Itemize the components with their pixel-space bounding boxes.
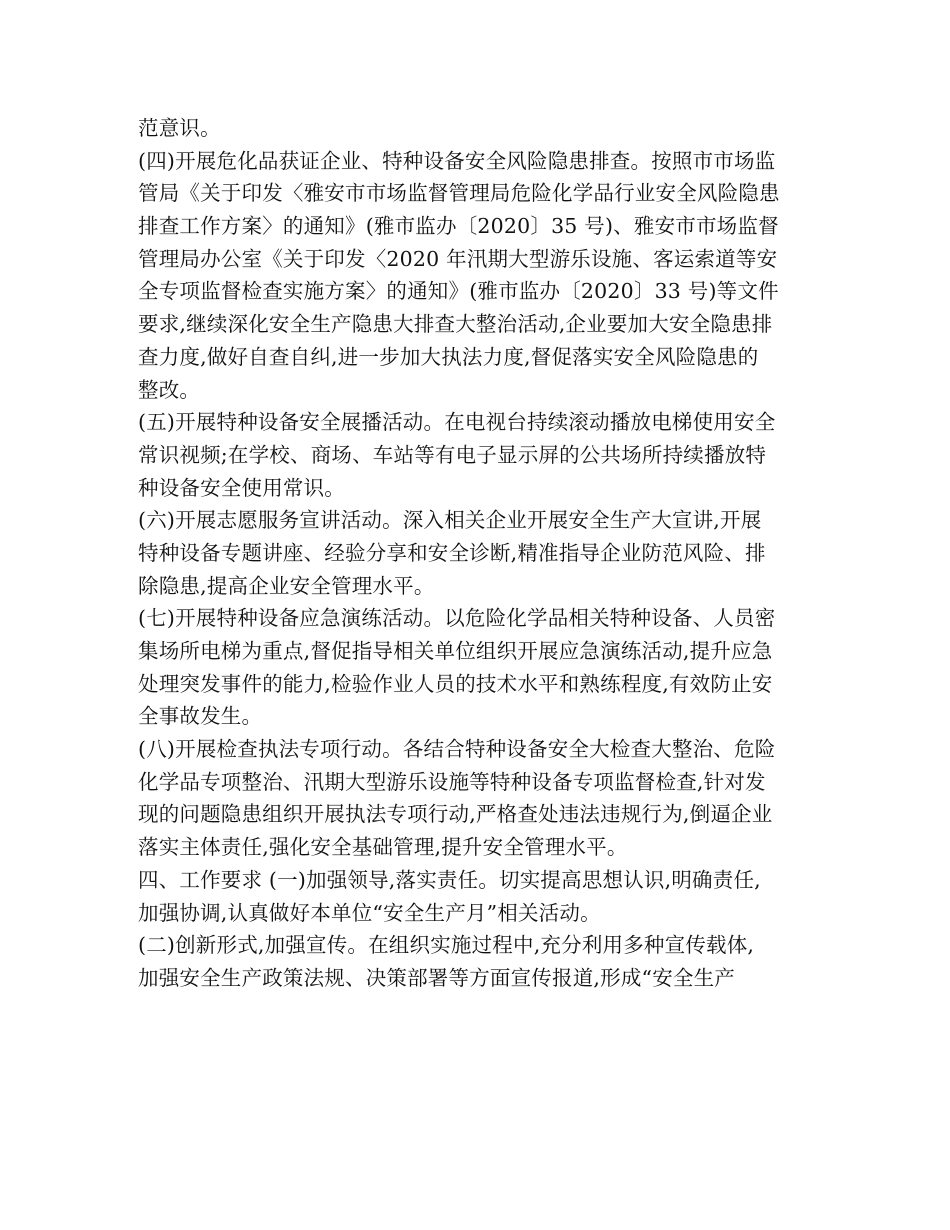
text-line: 落实主体责任,强化安全基础管理,提升安全管理水平。 — [138, 835, 628, 860]
text-line: 现的问题隐患组织开展执法专项行动,严格查处违法违规行为,倒逼企业 — [138, 802, 773, 827]
text-line: (二)创新形式,加强宣传。在组织实施过程中,充分利用多种宣传载体, — [138, 933, 755, 958]
document-body — [138, 112, 818, 995]
text-line: 查力度,做好自查自纠,进一步加大执法力度,督促落实安全风险隐患的 — [138, 344, 759, 369]
text-line: 加强协调,认真做好本单位“安全生产月”相关活动。 — [138, 900, 601, 925]
text-line: 管局《关于印发〈雅安市市场监督管理局危险化学品行业安全风险隐患 — [138, 181, 780, 206]
text-line: 全专项监督检查实施方案〉的通知》(雅市监办〔2020〕33 号)等文件 — [138, 279, 779, 304]
text-line: 要求,继续深化安全生产隐患大排查大整治活动,企业要加大安全隐患排 — [138, 312, 773, 337]
text-line: 种设备安全使用常识。 — [138, 475, 345, 500]
text-line: 排查工作方案〉的通知》(雅市监办〔2020〕35 号)、雅安市市场监督 — [138, 214, 779, 239]
text-line: (五)开展特种设备安全展播活动。在电视台持续滚动播放电梯使用安全 — [138, 410, 776, 435]
text-line: (七)开展特种设备应急演练活动。以危险化学品相关特种设备、人员密 — [138, 606, 776, 631]
text-line: 管理局办公室《关于印发〈2020 年汛期大型游乐设施、客运索道等安 — [138, 246, 778, 271]
text-line: (八)开展检查执法专项行动。各结合特种设备安全大检查大整治、危险 — [138, 737, 776, 762]
text-line: (四)开展危化品获证企业、特种设备安全风险隐患排查。按照市市场监 — [138, 148, 776, 173]
text-line: 特种设备专题讲座、经验分享和安全诊断,精准指导企业防范风险、排 — [138, 540, 766, 565]
text-line: 整改。 — [138, 377, 201, 402]
text-line: 加强安全生产政策法规、决策部署等方面宣传报道,形成“安全生产 — [138, 965, 735, 990]
text-line: 化学品专项整治、汛期大型游乐设施等特种设备专项监督检查,针对发 — [138, 769, 766, 794]
text-line: 全事故发生。 — [138, 704, 263, 729]
text-line: 四、工作要求 (一)加强领导,落实责任。切实提高思想认识,明确责任, — [138, 867, 761, 892]
text-line: 处理突发事件的能力,检验作业人员的技术水平和熟练程度,有效防止安 — [138, 671, 773, 696]
text-line: 集场所电梯为重点,督促指导相关单位组织开展应急演练活动,提升应急 — [138, 639, 773, 663]
text-line: 除隐患,提高企业安全管理水平。 — [138, 573, 435, 598]
text-line: (六)开展志愿服务宣讲活动。深入相关企业开展安全生产大宣讲,开展 — [138, 508, 762, 533]
text-line: 常识视频;在学校、商场、车站等有电子显示屏的公共场所持续播放特 — [138, 442, 767, 467]
text-line: 范意识。 — [138, 116, 221, 140]
